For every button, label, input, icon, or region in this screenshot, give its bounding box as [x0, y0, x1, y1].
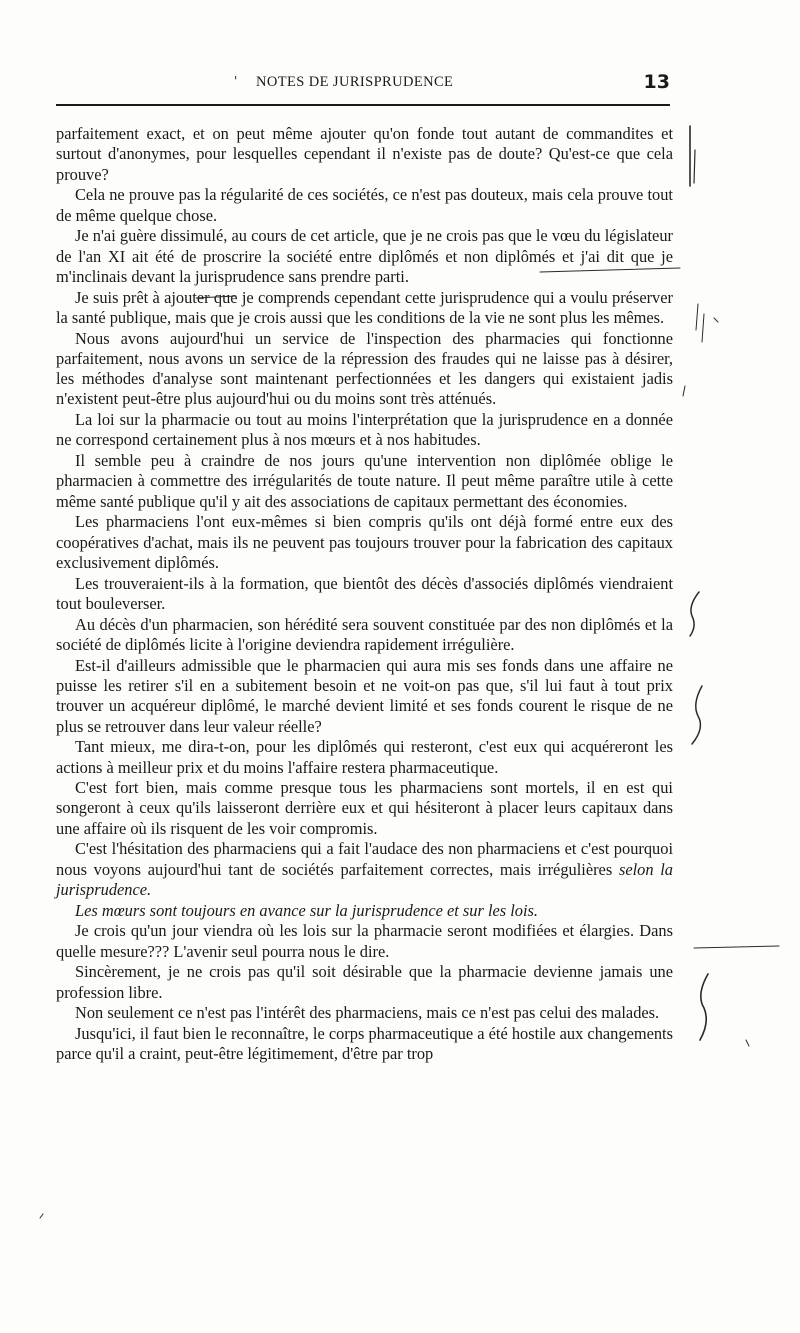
header-tick-mark: '	[234, 74, 238, 88]
paragraph: Au décès d'un pharmacien, son hérédité sera souvent constituée par des non diplômés et la société de diplômés licite à l'origine deviendra rapidement irrégulière.	[56, 614, 673, 654]
paragraph: Est-il d'ailleurs admissible que le pharmacien qui aura mis ses fonds dans une affaire ne puisse les retirer s'il en a subitement besoin et ne voit-on pas que, s'il lui faut à tout prix trouver un acquéreur diplômé, le marché devient limité et ses fonds courent le risque de ne plus se retrouver dans leur valeur réelle?	[56, 655, 673, 736]
paragraph: Tant mieux, me dira-t-on, pour les diplômés qui resteront, c'est eux qui acquéreront les actions à meilleur prix et du moins l'affaire restera pharmaceutique.	[56, 737, 673, 777]
body-text	[56, 124, 673, 1065]
margin-brace-mark	[690, 592, 699, 636]
margin-tick-mark	[696, 304, 698, 330]
running-title: NOTES DE JURISPRUDENCE	[256, 74, 454, 90]
paragraph: Non seulement ce n'est pas l'intérêt des pharmaciens, mais ce n'est pas celui des malades.	[75, 1003, 660, 1023]
page-number: 13	[643, 71, 670, 93]
italic-paragraph: Les mœurs sont toujours en avance sur la jurisprudence et sur les lois.	[75, 900, 539, 920]
header-rule	[56, 104, 670, 106]
paragraph-text: C'est l'hésitation des pharmaciens qui a fait l'audace des non pharmaciens et c'est pourquoi nous voyons aujourd'hui tant de sociétés parfaitement correctes, mais irrégulières	[56, 839, 673, 879]
paragraph: Les pharmaciens l'ont eux-mêmes si bien compris qu'ils ont déjà formé entre eux des coopératives d'achat, mais ils ne peuvent pas toujours trouver pour la fabrication des capitaux exclusivement diplômés.	[56, 512, 673, 572]
paragraph: Il semble peu à craindre de nos jours qu'une intervention non diplômée oblige le pharmacien à commettre des irrégularités de toute nature. Il peut même paraître utile à cette même santé publique qu'il y ait des associations de capitaux permettant des économies.	[56, 451, 673, 511]
margin-brace-mark	[700, 974, 708, 1040]
paragraph: Nous avons aujourd'hui un service de l'inspection des pharmacies qui fonctionne parfaitement, nous avons un service de la répression des fraudes qui ne laisse pas à désirer, les méthodes d'analyse sont maintenant perfectionnées et les dangers qui existaient jadis n'existent peut-être plus aujourd'hui ou du moins sont très atténués.	[56, 328, 673, 409]
running-header	[56, 71, 670, 96]
paragraph: parfaitement exact, et on peut même ajouter qu'on fonde tout autant de commandites et surtout d'anonymes, pour lesquelles cependant il n'existe pas de doute? Qu'est-ce que cela prouve?	[56, 124, 673, 184]
paragraph: Jusqu'ici, il faut bien le reconnaître, le corps pharmaceutique a été hostile aux changements parce qu'il a craint, peut-être légitimement, d'être par trop	[56, 1024, 673, 1064]
margin-brace-mark	[692, 686, 702, 744]
margin-tick-mark	[40, 1214, 43, 1218]
margin-tick-mark	[702, 314, 704, 342]
italic-phrase: selon la jurisprudence.	[56, 859, 673, 900]
paragraph: Les trouveraient-ils à la formation, que bientôt des décès d'associés diplômés viendraient tout bouleverser.	[56, 573, 673, 613]
paragraph: Sincèrement, je ne crois pas qu'il soit désirable que la pharmacie devienne jamais une profession libre.	[56, 962, 673, 1002]
paragraph: La loi sur la pharmacie ou tout au moins l'interprétation que la jurisprudence en a donnée ne correspond certainement plus à nos mœurs et à nos habitudes.	[56, 410, 673, 450]
paragraph: Cela ne prouve pas la régularité de ces sociétés, ce n'est pas douteux, mais cela prouve tout de même quelque chose.	[56, 185, 673, 225]
margin-tick-mark	[683, 386, 685, 396]
margin-underline-mark	[694, 946, 779, 948]
paragraph: Je crois qu'un jour viendra où les lois sur la pharmacie seront modifiées et élargies. Dans quelle mesure??? L'avenir seul pourra nous le dire.	[56, 921, 673, 961]
paragraph: Je n'ai guère dissimulé, au cours de cet article, que je ne crois pas que le vœu du législateur de l'an XI ait été de proscrire la société entre diplômés et non diplômés et j'ai dit que je m'inclinais devant la jurisprudence sans prendre parti.	[56, 226, 673, 286]
margin-tick-mark	[746, 1040, 749, 1046]
margin-tick-mark	[714, 318, 718, 322]
margin-bracket-mark	[694, 150, 695, 183]
paragraph: C'est fort bien, mais comme presque tous les pharmaciens sont mortels, il en est qui songeront à ceux qu'ils laisseront derrière eux et qui hésiteront à placer leurs capitaux dans une affaire où ils risquent de les voir compromis.	[56, 778, 673, 838]
paragraph: Je suis prêt à ajouter que je comprends cependant cette jurisprudence qui a voulu préserver la santé publique, mais que je crois aussi que les conditions de la vie ne sont plus les mêmes.	[56, 287, 673, 327]
paragraph	[56, 839, 673, 900]
